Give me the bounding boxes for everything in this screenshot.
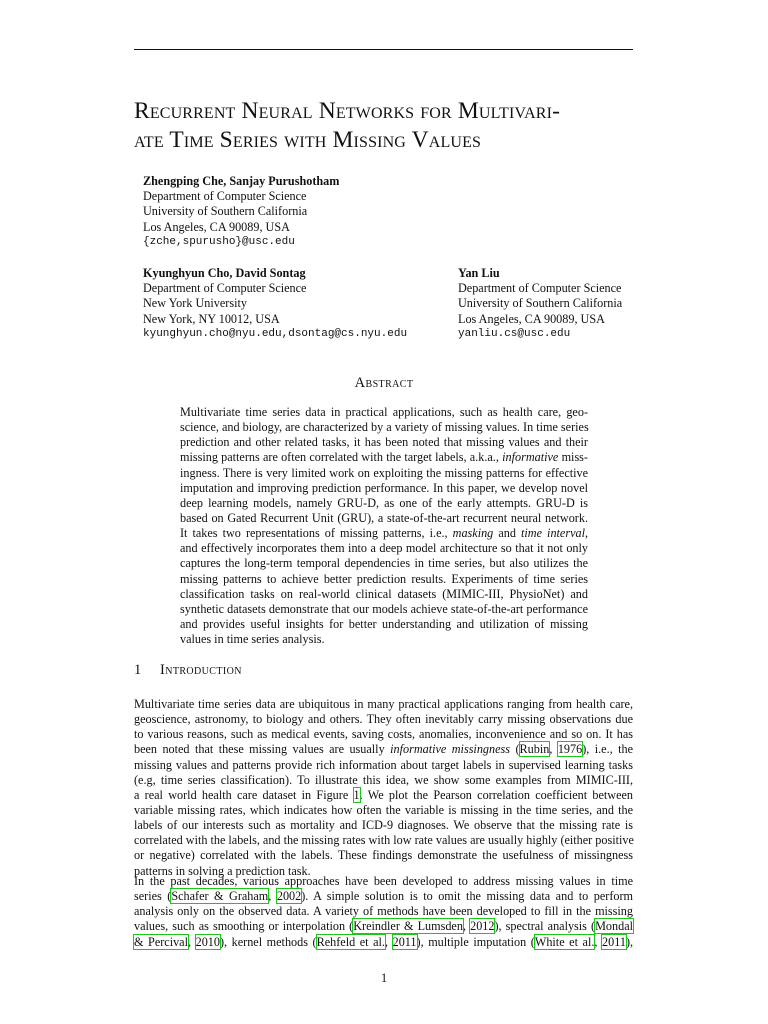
- author-affiliation-line: Department of Computer Science: [143, 189, 307, 204]
- paragraph-line: analysis only on the observed data. A variety of methods have been developed to fill in the missing: [134, 904, 633, 919]
- paragraph-line: (e.g, time series classification). To illustrate this idea, we show some examples from MIMIC-III,: [134, 772, 633, 787]
- citation-link-1976[interactable]: 1976: [557, 742, 583, 757]
- author-affiliation-line: Los Angeles, CA 90089, USA: [143, 219, 290, 234]
- title-line-2: ate Time Series with Missing Values: [134, 127, 482, 153]
- citation-link-kreindler-lumsden[interactable]: Kreindler & Lumsden: [353, 919, 463, 934]
- citation-link-2011-white[interactable]: 2011: [602, 934, 626, 949]
- paragraph-line: In the past decades, various approaches have been developed to address missing values in time: [134, 874, 633, 888]
- author-block-che: [143, 174, 339, 250]
- abstract-line: captures the long-term temporal dependencies in time series, but also utilizes the: [180, 556, 588, 571]
- emphasis-time-interval: time interval: [521, 526, 585, 541]
- author-names: Zhengping Che, Sanjay Purushotham: [143, 174, 340, 188]
- paper-title: [134, 97, 644, 155]
- author-email[interactable]: kyunghyun.cho@nyu.edu,dsontag@cs.nyu.edu: [143, 327, 408, 340]
- header-rule: [134, 49, 633, 50]
- section-number: 1: [134, 662, 142, 678]
- title-line-1: Recurrent Neural Networks for Multivari-: [134, 98, 561, 124]
- figure-link-1[interactable]: 1: [353, 787, 360, 802]
- citation-link-schafer-graham[interactable]: Schafer & Graham: [171, 889, 269, 904]
- abstract-line: missing patterns to achieve better prediction results. Experiments of time series: [180, 571, 588, 586]
- author-affiliation-line: Department of Computer Science: [458, 281, 622, 296]
- author-affiliation-line: University of Southern California: [458, 296, 623, 311]
- citation-link-white[interactable]: White et al.: [534, 934, 595, 949]
- abstract-line: science, and biology, are characterized by a variety of missing values. In time series: [180, 420, 589, 435]
- abstract-line: Multivariate time series data in practical applications, such as health care, geo-: [180, 405, 588, 419]
- paragraph-line: been noted that these missing values are usually informative missingness (Rubin, 1976), i.e., the: [134, 742, 634, 757]
- abstract-line: classification tasks on real-world clinical datasets (MIMIC-III, PhysioNet) and: [180, 586, 588, 601]
- citation-link-rubin[interactable]: Rubin: [519, 742, 550, 757]
- abstract-line: prediction and other related tasks, it has been noted that missing values and their: [180, 435, 588, 450]
- abstract-line: values in time series analysis.: [180, 632, 325, 647]
- citation-link-2011-rehfeld[interactable]: 2011: [392, 934, 417, 949]
- abstract-line: missing patterns are often correlated with the target labels, a.k.a., informative miss-: [180, 450, 588, 465]
- citation-link-2010[interactable]: 2010: [195, 934, 220, 949]
- emphasis-masking: masking: [452, 526, 494, 541]
- abstract-line: deep learning models, namely GRU-D, as one of the early attempts. GRU-D is: [180, 495, 588, 510]
- citation-link-rehfeld[interactable]: Rehfeld et al.: [316, 934, 385, 949]
- paragraph-line: Multivariate time series data are ubiquitous in many practical applications ranging from health care,: [134, 697, 633, 711]
- paragraph-line: a real world health care dataset in Figure 1. We plot the Pearson correlation coefficient between: [134, 787, 633, 802]
- citation-link-percival[interactable]: & Percival: [134, 934, 188, 949]
- author-affiliation-line: University of Southern California: [143, 204, 308, 219]
- author-email[interactable]: yanliu.cs@usc.edu: [458, 327, 571, 340]
- citation-link-2012[interactable]: 2012: [470, 919, 495, 934]
- author-affiliation-line: Los Angeles, CA 90089, USA: [458, 311, 605, 326]
- author-affiliation-line: Department of Computer Science: [143, 281, 307, 296]
- author-block-cho: [143, 266, 407, 342]
- paragraph-line: or negative) correlated with the labels. These findings demonstrate the usefulness of missingness: [134, 848, 633, 863]
- abstract-line: and effectively incorporates them into a deep model architecture so that it not only: [180, 541, 588, 556]
- paragraph-line: to various reasons, such as medical events, saving costs, anomalies, inconvenience and so on. It has: [134, 727, 633, 742]
- abstract-line: It takes two representations of missing patterns, i.e., masking and time interval,: [180, 526, 589, 541]
- paragraph-line: patterns in solving a prediction task.: [134, 863, 311, 878]
- author-names: Yan Liu: [458, 266, 500, 280]
- author-email[interactable]: {zche,spurusho}@usc.edu: [143, 235, 295, 248]
- citation-link-mondal[interactable]: Mondal: [595, 919, 633, 934]
- abstract-line: ingness. There is very limited work on exploiting the missing patterns for effective: [180, 465, 588, 480]
- author-affiliation-line: New York University: [143, 296, 247, 311]
- intro-paragraph-2: [134, 874, 633, 950]
- abstract-line: and provides useful insights for better understanding and utilization of missing: [180, 616, 588, 631]
- citation-link-2002[interactable]: 2002: [276, 889, 302, 904]
- abstract-body: [180, 405, 588, 647]
- page-number: 1: [380, 971, 388, 985]
- paragraph-line: geoscience, astronomy, to biology and others. They often inevitably carry missing observations due: [134, 712, 633, 727]
- abstract-line: based on Gated Recurrent Unit (GRU), a state-of-the-art recurrent neural network.: [180, 510, 588, 525]
- paragraph-line: missing values and patterns provide rich information about target labels in supervised learning tasks: [134, 757, 633, 772]
- paragraph-line: series (Schafer & Graham, 2002). A simple solution is to omit the missing data and to perform: [134, 889, 634, 904]
- paragraph-line: labels of our interests such as mortality and ICD-9 diagnoses. We observe that the missing rate is: [134, 818, 633, 833]
- paragraph-line: & Percival, 2010), kernel methods (Rehfeld et al., 2011), multiple imputation (White et al., 2011),: [134, 934, 634, 949]
- abstract-line: synthetic datasets demonstrate that our models achieve state-of-the-art performance: [180, 601, 588, 616]
- section-heading-introduction: [134, 662, 242, 679]
- author-block-liu: [458, 266, 622, 342]
- abstract-heading: Abstract: [354, 375, 414, 391]
- author-affiliation-line: New York, NY 10012, USA: [143, 311, 280, 326]
- author-names: Kyunghyun Cho, David Sontag: [143, 266, 306, 280]
- paragraph-line: values, such as smoothing or interpolation (Kreindler & Lumsden, 2012), spectral analysis (Mondal: [134, 919, 633, 934]
- emphasis-informative: informative: [502, 450, 559, 465]
- intro-paragraph-1: [134, 697, 633, 879]
- paragraph-line: correlated with the labels, and the missing rates with low rate values are usually highly (either positive: [134, 833, 634, 848]
- section-title: Introduction: [160, 662, 242, 678]
- emphasis-informative-missingness: informative missingness: [390, 742, 510, 757]
- paragraph-line: variable missing rates, which indicates how often the variable is missing in the time series, and the: [134, 802, 633, 817]
- abstract-line: imputation and improving prediction performance. In this paper, we develop novel: [180, 480, 588, 495]
